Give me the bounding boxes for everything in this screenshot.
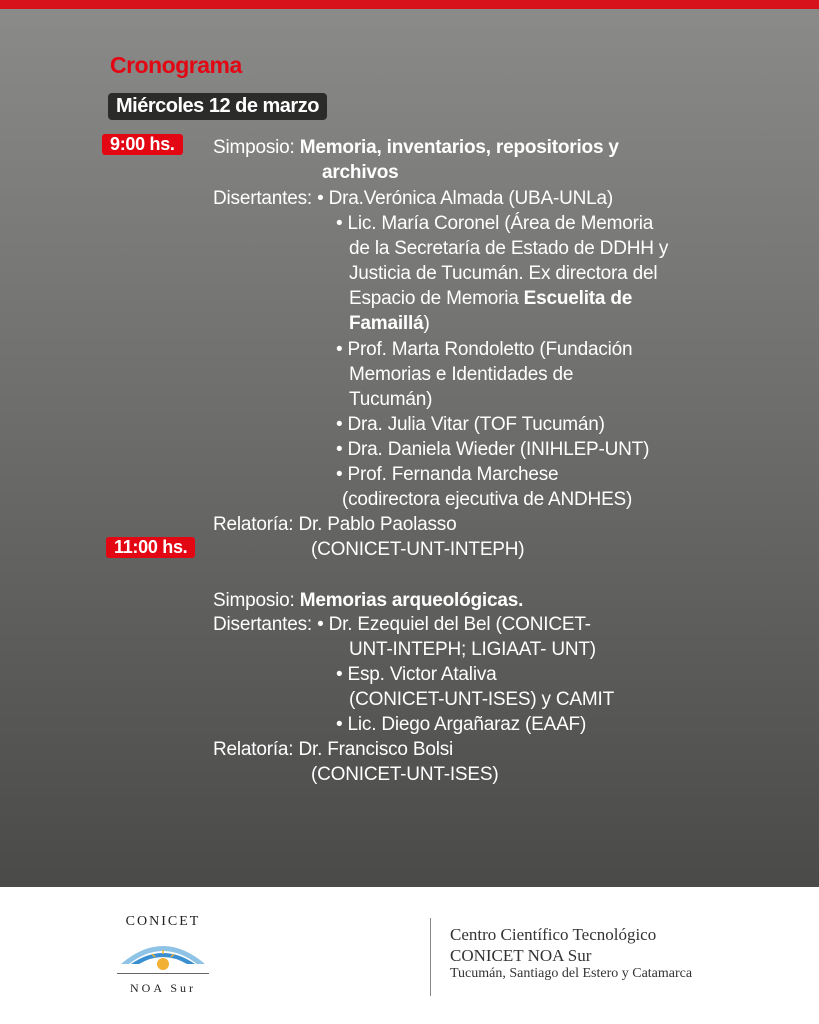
schedule-line xyxy=(336,211,653,236)
rapporteur: Dr. Francisco Bolsi xyxy=(298,739,454,760)
speaker: • Prof. Fernanda Marchese xyxy=(336,464,559,485)
schedule-line xyxy=(213,512,456,537)
speaker: • Lic. Diego Argañaraz (EAAF) xyxy=(336,714,587,735)
schedule-line xyxy=(349,637,596,662)
footer-divider xyxy=(430,918,431,996)
rapporteur-detail: (CONICET-UNT-INTEPH) xyxy=(311,539,525,560)
schedule-line xyxy=(213,135,619,160)
schedule-line xyxy=(342,487,632,512)
speaker: • Lic. María Coronel (Área de Memoria xyxy=(336,213,654,234)
conicet-logo-icon xyxy=(117,934,209,972)
schedule-line xyxy=(336,437,649,462)
schedule-line xyxy=(349,261,657,286)
schedule-line xyxy=(322,160,399,185)
rapporteur-detail: (CONICET-UNT-ISES) xyxy=(311,764,499,785)
speaker: • Dra. Julia Vitar (TOF Tucumán) xyxy=(336,414,605,435)
footer-line-1: Centro Científico Tecnológico xyxy=(450,925,657,944)
speaker: • Dra.Verónica Almada (UBA-UNLa) xyxy=(317,188,613,209)
schedule-line xyxy=(311,537,524,562)
schedule-line xyxy=(213,737,453,762)
speaker-detail: UNT-INTEPH; LIGIAAT- UNT) xyxy=(349,639,596,660)
speaker-detail: Espacio de Memoria xyxy=(349,288,524,309)
top-accent-bar xyxy=(0,0,819,9)
line-label: Disertantes: xyxy=(213,188,312,209)
schedule-line xyxy=(349,387,432,412)
schedule-line xyxy=(336,337,632,362)
line-label: Simposio: xyxy=(213,137,295,158)
footer-line-2: CONICET NOA Sur xyxy=(450,946,592,965)
speaker: • Dr. Ezequiel del Bel (CONICET- xyxy=(317,614,591,635)
session-title: Memorias arqueológicas. xyxy=(299,590,524,611)
logo-text-bottom: NOA Sur xyxy=(129,981,196,995)
time-badge-first: 9:00 hs. xyxy=(102,134,183,155)
line-label: Simposio: xyxy=(213,590,295,611)
speaker-detail: Memorias e Identidades de xyxy=(349,364,574,385)
speaker-detail: Justicia de Tucumán. Ex directora del xyxy=(349,263,658,284)
schedule-line xyxy=(349,687,614,712)
schedule-line xyxy=(336,712,586,737)
line-label: Relatoría: xyxy=(213,514,294,535)
speaker: • Prof. Marta Rondoletto (Fundación xyxy=(336,339,633,360)
schedule-line xyxy=(213,612,591,637)
logo-divider xyxy=(117,973,209,974)
schedule-line xyxy=(311,762,498,787)
schedule-line xyxy=(336,412,605,437)
speaker-detail: de la Secretaría de Estado de DDHH y xyxy=(349,238,669,259)
schedule-line xyxy=(349,311,430,336)
schedule-line xyxy=(336,462,558,487)
schedule-line xyxy=(349,236,668,261)
speaker: • Dra. Daniela Wieder (INIHLEP-UNT) xyxy=(336,439,650,460)
line-label: Disertantes: xyxy=(213,614,312,635)
page-title: Cronograma xyxy=(110,52,242,78)
schedule-line xyxy=(349,362,573,387)
schedule-line xyxy=(336,662,497,687)
emphasis: Famaillá xyxy=(349,313,424,334)
logo-text-top: CONICET xyxy=(125,914,201,929)
speaker-detail: ) xyxy=(423,313,430,334)
speaker: • Esp. Victor Ataliva xyxy=(336,664,497,685)
line-label: Relatoría: xyxy=(213,739,294,760)
speaker-detail: (CONICET-UNT-ISES) y CAMIT xyxy=(349,689,615,710)
speaker-detail: Tucumán) xyxy=(349,389,433,410)
rapporteur: Dr. Pablo Paolasso xyxy=(298,514,457,535)
date-badge: Miércoles 12 de marzo xyxy=(108,93,327,120)
footer-line-3: Tucumán, Santiago del Estero y Catamarca xyxy=(450,966,693,981)
session-title: archivos xyxy=(322,162,399,183)
session-title: Memoria, inventarios, repositorios y xyxy=(299,137,619,158)
speaker-detail: (codirectora ejecutiva de ANDHES) xyxy=(342,489,633,510)
schedule-line xyxy=(349,286,632,311)
emphasis: Escuelita de xyxy=(523,288,633,309)
time-badge-second: 11:00 hs. xyxy=(106,537,195,558)
schedule-line xyxy=(213,588,523,613)
schedule-line xyxy=(213,186,613,211)
